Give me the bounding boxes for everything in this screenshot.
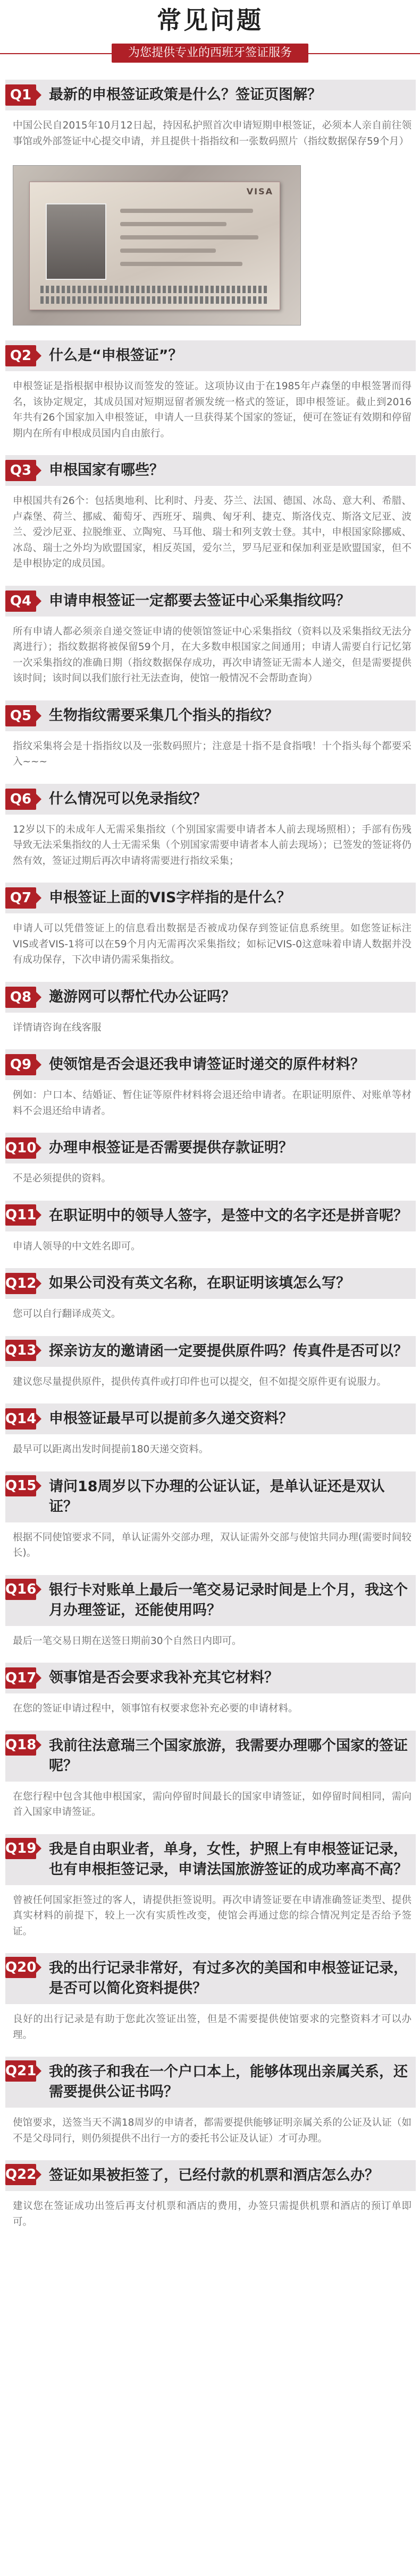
visa-sticker-illustration bbox=[29, 182, 280, 310]
question-text: 在职证明中的领导人签字，是签中文的名字还是拼音呢？ bbox=[49, 1207, 408, 1224]
question-text: 我的出行记录非常好，有过多次的美国和申根签证记录，是否可以简化资料提供？ bbox=[49, 1960, 408, 1997]
answer-text: 良好的出行记录是有助于您此次签证出签，但是不需要提供使馆要求的完整资料才可以办理。 bbox=[13, 2014, 411, 2041]
visa-portrait bbox=[46, 203, 106, 280]
question-text: 如果公司没有英文名称，在职证明该填怎么写？ bbox=[49, 1275, 350, 1291]
question-bar bbox=[5, 1663, 416, 1693]
visa-text-line bbox=[120, 209, 253, 213]
visa-text-line bbox=[120, 235, 258, 239]
faq-item-q12 bbox=[0, 1268, 420, 1336]
question-number-badge: Q19 bbox=[5, 1838, 36, 1859]
question-number-badge: Q14 bbox=[5, 1408, 36, 1430]
question-text: 申根签证最早可以提前多久递交资料？ bbox=[49, 1410, 293, 1427]
faq-item-q6 bbox=[0, 784, 420, 883]
faq-item-q10 bbox=[0, 1133, 420, 1201]
question-text: 申请申根签证一定都要去签证中心采集指纹吗？ bbox=[49, 592, 350, 609]
question-number-badge: Q12 bbox=[5, 1273, 36, 1294]
question-number-badge: Q10 bbox=[5, 1137, 36, 1159]
answer-text: 详情请咨询在线客服 bbox=[13, 1022, 102, 1033]
page-header bbox=[0, 0, 420, 80]
question-number-badge: Q8 bbox=[5, 987, 36, 1008]
page-title: 常见问题 bbox=[157, 6, 263, 35]
answer-text: 使馆要求，送签当天不满18周岁的申请者，都需要提供能够证明亲属关系的公证及认证（如不是父母同行，则仍须提供不出行一方的委托书公证及认证）才可办理。 bbox=[13, 2117, 411, 2144]
question-text: 使领馆是否会退还我申请签证时递交的原件材料？ bbox=[49, 1056, 365, 1073]
answer-text: 不是必须提供的资料。 bbox=[13, 1173, 112, 1184]
question-text: 签证如果被拒签了，已经付款的机票和酒店怎么办？ bbox=[49, 2167, 379, 2184]
question-bar bbox=[5, 1336, 416, 1367]
answer-text: 曾被任何国家拒签过的客人，请提供拒签说明。再次申请签证要在申请准确签证类型、提供真实材料的前提下，较上一次有实质性改变，使馆会再通过您的综合情况判定是否给予签证。 bbox=[13, 1894, 411, 1937]
faq-item-q4 bbox=[0, 586, 420, 700]
faq-item-q1 bbox=[0, 80, 420, 326]
question-text: 邀游网可以帮忙代办公证吗？ bbox=[49, 988, 236, 1005]
question-number-badge: Q16 bbox=[5, 1579, 36, 1600]
question-bar bbox=[5, 1049, 416, 1080]
question-bar bbox=[5, 1575, 416, 1626]
question-text: 请问18周岁以下办理的公证认证，是单认证还是双认证？ bbox=[49, 1478, 385, 1515]
question-text: 银行卡对账单上最后一笔交易记录时间是上个月，我这个月办理签证，还能使用吗？ bbox=[49, 1581, 408, 1619]
question-bar bbox=[5, 982, 416, 1013]
visa-text-line bbox=[120, 222, 226, 226]
question-bar bbox=[5, 2160, 416, 2191]
question-number-badge: Q22 bbox=[5, 2164, 36, 2185]
answer-text: 根据不同使馆要求不同，单认证需外交部办理，双认证需外交部与使馆共同办理(需要时间较长)。 bbox=[13, 1531, 411, 1559]
answer-text: 申根国共有26个：包括奥地利、比利时、丹麦、芬兰、法国、德国、冰岛、意大利、希腊、卢森堡、荷兰、挪威、葡萄牙、西班牙、瑞典、匈牙利、捷克、斯洛伐克、斯洛文尼亚、波兰、爱沙尼亚、拉脱维亚、立陶宛、马耳他、瑞士和列支敦士登。其中，申根国家除挪威、冰岛、瑞士之外均为欧盟国家，相反英国，爱尔兰，罗马尼亚和保加利亚是欧盟国家，但不是申根协定的成员国。 bbox=[13, 495, 411, 569]
answer-text: 最早可以距离出发时间提前180天递交资料。 bbox=[13, 1444, 209, 1455]
question-text: 我是自由职业者，单身，女性，护照上有申根签证记录，也有申根拒签记录，申请法国旅游签证的成功率高不高？ bbox=[49, 1841, 408, 1878]
question-text: 探亲访友的邀请函一定要提供原件吗？传真件是否可以？ bbox=[49, 1342, 408, 1359]
faq-item-q8 bbox=[0, 982, 420, 1050]
faq-item-q15 bbox=[0, 1471, 420, 1575]
page-subtitle: 为您提供专业的西班牙签证服务 bbox=[112, 44, 308, 63]
question-number-badge: Q1 bbox=[5, 84, 36, 106]
question-number-badge: Q7 bbox=[5, 887, 36, 909]
visa-text-line bbox=[120, 262, 242, 266]
answer-text: 您可以自行翻译成英文。 bbox=[13, 1308, 121, 1320]
question-text: 我前往法意瑞三个国家旅游，我需要办理哪个国家的签证呢？ bbox=[49, 1737, 408, 1774]
answer-text: 例如：户口本、结婚证、暂住证等原件材料将会退还给申请者。在职证明原件、对账单等材料不会退还给申请者。 bbox=[13, 1090, 411, 1117]
question-bar bbox=[5, 586, 416, 617]
question-bar bbox=[5, 1133, 416, 1163]
answer-text: 所有申请人都必须亲自递交签证申请的使领馆签证中心采集指纹（资料以及采集指纹无法分离进行）；指纹数据将被保留59个月，在大多数申根国家之间通用；申请人需要自行记忆第一次采集指纹的准确日期（指纹数据保存成功，再次申请签证无需本人递交，但是需要提供该时间；该时间以我们旅行社无法查询，使馆一般情况不会帮助查询） bbox=[13, 626, 411, 684]
answer-text: 建议您在签证成功出签后再支付机票和酒店的费用，办签只需提供机票和酒店的预订单即可。 bbox=[13, 2201, 411, 2228]
answer-text: 最后一笔交易日期在送签日期前30个自然日内即可。 bbox=[13, 1635, 242, 1647]
question-text: 申根签证上面的VIS字样指的是什么？ bbox=[49, 889, 291, 906]
question-text: 办理申根签证是否需要提供存款证明？ bbox=[49, 1140, 293, 1156]
faq-item-q13 bbox=[0, 1336, 420, 1404]
question-text: 我的孩子和我在一个户口本上，能够体现出亲属关系，还需要提供公证书吗？ bbox=[49, 2064, 408, 2100]
question-bar bbox=[5, 80, 416, 110]
faq-item-q20 bbox=[0, 1953, 420, 2057]
visa-label: VISA bbox=[246, 186, 273, 196]
question-number-badge: Q3 bbox=[5, 460, 36, 481]
question-bar bbox=[5, 2057, 416, 2108]
faq-item-q3 bbox=[0, 455, 420, 586]
faq-item-q2 bbox=[0, 340, 420, 455]
answer-text: 申请人领导的中文姓名即可。 bbox=[13, 1240, 141, 1252]
faq-item-q5 bbox=[0, 700, 420, 784]
question-bar bbox=[5, 700, 416, 731]
question-number-badge: Q2 bbox=[5, 345, 36, 366]
visa-mrz-line bbox=[40, 296, 269, 304]
answer-text: 申请人可以凭借签证上的信息看出数据是否被成功保存到签证信息系统里。如您签证标注VIS或者VIS-1将可以在59个月内无需再次采集指纹；如标记VIS-0这意味着申请人数据并没有成功保存，下次申请仍需采集指纹。 bbox=[13, 923, 411, 965]
faq-item-q19 bbox=[0, 1834, 420, 1954]
question-number-badge: Q20 bbox=[5, 1957, 36, 1978]
faq-item-q18 bbox=[0, 1731, 420, 1834]
question-bar bbox=[5, 340, 416, 371]
faq-item-q7 bbox=[0, 883, 420, 982]
faq-item-q21 bbox=[0, 2057, 420, 2160]
question-number-badge: Q4 bbox=[5, 590, 36, 612]
answer-text: 中国公民自2015年10月12日起，持因私护照首次申请短期申根签证，必须本人亲自前往领事馆或外部签证中心提交申请，并且提供十指指纹和一张数码照片（指纹数据保存59个月） bbox=[13, 120, 411, 147]
question-number-badge: Q13 bbox=[5, 1340, 36, 1361]
faq-item-q9 bbox=[0, 1049, 420, 1133]
question-number-badge: Q15 bbox=[5, 1475, 36, 1496]
question-number-badge: Q11 bbox=[5, 1204, 36, 1226]
question-bar bbox=[5, 1834, 416, 1885]
question-number-badge: Q17 bbox=[5, 1667, 36, 1689]
question-text: 什么情况可以免录指纹？ bbox=[49, 790, 207, 807]
question-text: 最新的申根签证政策是什么？签证页图解？ bbox=[49, 87, 322, 103]
question-bar bbox=[5, 1403, 416, 1434]
answer-text: 指纹采集将会是十指指纹以及一张数码照片；注意是十指不是食指哦！十个指头每个都要采入~~~ bbox=[13, 740, 411, 767]
question-bar bbox=[5, 1953, 416, 2004]
question-bar bbox=[5, 455, 416, 486]
question-bar bbox=[5, 1471, 416, 1522]
faq-item-q17 bbox=[0, 1663, 420, 1731]
visa-mrz-line bbox=[40, 286, 269, 293]
question-number-badge: Q21 bbox=[5, 2060, 36, 2082]
visa-text-line bbox=[120, 249, 216, 253]
faq-item-q11 bbox=[0, 1201, 420, 1269]
question-bar bbox=[5, 1201, 416, 1231]
answer-text: 在您行程中包含其他申根国家，需向停留时间最长的国家申请签证，如停留时间相同，需向首入国家申请签证。 bbox=[13, 1791, 411, 1818]
question-bar bbox=[5, 883, 416, 913]
question-text: 生物指纹需要采集几个指头的指纹？ bbox=[49, 707, 279, 724]
question-text: 申根国家有哪些？ bbox=[49, 462, 164, 478]
question-number-badge: Q9 bbox=[5, 1054, 36, 1075]
question-text: 什么是“申根签证”？ bbox=[49, 347, 183, 364]
answer-text: 申根签证是指根据申根协议而签发的签证。这项协议由于在1985年卢森堡的申根签署而得名，该协定规定，其成员国对短期逗留者颁发统一格式的签证，即申根签证。截止到2016年共有26个国家加入申根签证，申请人一旦获得某个国家的签证，便可在签证有效期和停留期内在所有申根成员国内自由旅行。 bbox=[13, 381, 411, 439]
question-bar bbox=[5, 1268, 416, 1299]
question-text: 领事馆是否会要求我补充其它材料？ bbox=[49, 1670, 279, 1686]
visa-page-photo bbox=[13, 165, 301, 326]
question-number-badge: Q6 bbox=[5, 789, 36, 810]
answer-text: 12岁以下的未成年人无需采集指纹（个别国家需要申请者本人前去现场照相）；手部有伤残导致无法采集指纹的人士无需采集（个别国家需要申请者本人前去现场）；已签发的签证将仍然有效，签证过期后再次申请将需要进行指纹采集； bbox=[13, 824, 411, 867]
faq-item-q22 bbox=[0, 2160, 420, 2244]
answer-text: 在您的签证申请过程中，领事馆有权要求您补充必要的申请材料。 bbox=[13, 1703, 298, 1714]
faq-item-q14 bbox=[0, 1403, 420, 1471]
question-bar bbox=[5, 784, 416, 815]
faq-item-q16 bbox=[0, 1575, 420, 1663]
question-number-badge: Q5 bbox=[5, 705, 36, 726]
question-number-badge: Q18 bbox=[5, 1734, 36, 1756]
answer-text: 建议您尽量提供原件，提供传真件或打印件也可以提交，但不如提交原件更有说服力。 bbox=[13, 1376, 387, 1388]
question-bar bbox=[5, 1731, 416, 1782]
